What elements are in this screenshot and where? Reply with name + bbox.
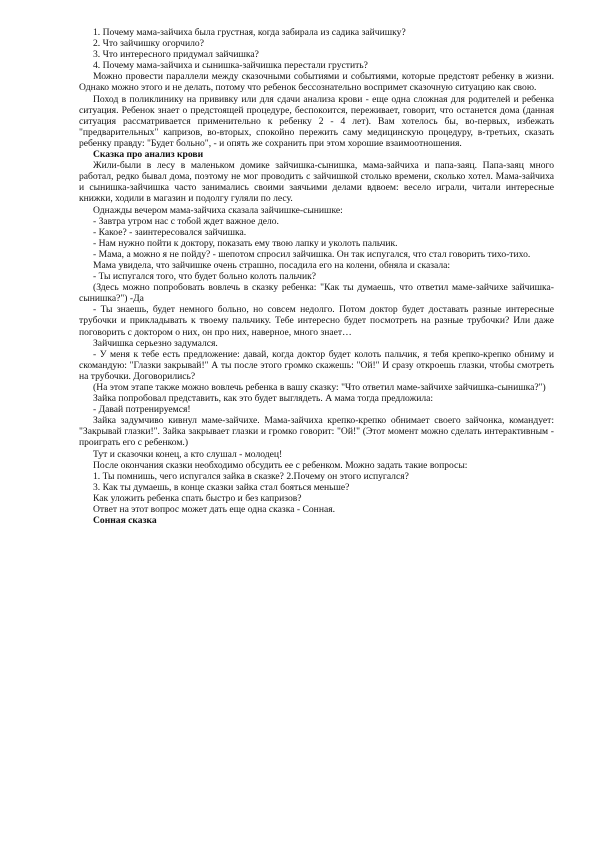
question-3: 3. Что интересного придумал зайчишка? [93, 49, 259, 61]
dialogue-line: - Ты знаешь, будет немного больно, но совсем недолго. Потом доктор будет доставать разные интересные трубочки и прикладывать к твоему пальчику. Тебе интересно будет посмотреть на разные трубочки? Или даже поговорить с доктором о них, он про них, наверное, много знает… [79, 304, 554, 338]
document-page [79, 27, 554, 526]
section-title-sleepy-tale: Сонная сказка [93, 515, 157, 527]
question-1: 1. Почему мама-зайчиха была грустная, когда забирала из садика зайчишку? [93, 27, 406, 38]
story-paragraph: Зайка попробовал представить, как это будет выглядеть. А мама тогда предложила: [93, 393, 434, 405]
story-paragraph: Однажды вечером мама-зайчиха сказала зайчишке-сынишке: [93, 204, 343, 216]
paragraph-parallels: Можно провести параллели между сказочными событиями и событиями, которые предстоят ребенку в жизни. Однако можно этого и не делать, потому что ребенок бессознательно воспримет сказочную ситуацию как свою. [79, 71, 554, 94]
dialogue-line: - Ты испугался того, что будет больно колоть пальчик? [93, 271, 317, 283]
story-paragraph: Как уложить ребенка спать быстро и без капризов? [93, 492, 302, 504]
dialogue-line: - Какое? - заинтересовался зайчишка. [93, 226, 247, 238]
question-4: 4. Почему мама-зайчиха и сынишка-зайчишка перестали грустить? [93, 60, 368, 72]
story-paragraph: Ответ на этот вопрос может дать еще одна сказка - Сонная. [93, 504, 336, 516]
story-note: (Здесь можно попробовать вовлечь в сказку ребенка: "Как ты думаешь, что ответил маме-зайчихе зайчишка-сынишка?") -Да [79, 282, 554, 305]
story-paragraph: Зайка задумчиво кивнул маме-зайчихе. Мама-зайчиха крепко-крепко обнимает своего зайчонка, командует: "Закрывай глазки!". Зайка закрывает глазки и громко говорит: "Ой!" (Этот момент можно сделать интерактивным - проиграть его с ребенком.) [79, 415, 554, 449]
story-paragraph: После окончания сказки необходимо обсудить ее с ребенком. Можно задать такие вопросы: [93, 459, 468, 471]
story-paragraph: Тут и сказочки конец, а кто слушал - молодец! [93, 448, 283, 460]
section-title-blood-test: Сказка про анализ крови [93, 149, 204, 161]
story-paragraph: Зайчишка серьезно задумался. [93, 337, 218, 349]
dialogue-line: - У меня к тебе есть предложение: давай, когда доктор будет колоть пальчик, я тебя крепко-крепко обниму и скомандую: "Глазки закрывай!" А ты после этого громко скажешь: "Ой!" И сразу откроешь глазки, чтобы смотреть на трубочки. Договорились? [79, 348, 554, 382]
dialogue-line: - Мама, а можно я не пойду? - шепотом спросил зайчишка. Он так испугался, что стал говорить тихо-тихо. [93, 248, 531, 260]
question-2: 2. Что зайчишку огорчило? [93, 38, 204, 50]
story-note: (На этом этапе также можно вовлечь ребенка в вашу сказку: "Что ответил маме-зайчихе зайчишка-сынишка?") [93, 382, 546, 393]
story-paragraph: Мама увидела, что зайчишке очень страшно, посадила его на колени, обняла и сказала: [93, 259, 451, 271]
discussion-question: 3. Как ты думаешь, в конце сказки зайка стал бояться меньше? [93, 481, 350, 493]
paragraph-clinic: Поход в поликлинику на прививку или для сдачи анализа крови - еще одна сложная для родителей и ребенка ситуация. Ребенок знает о предстоящей процедуре, беспокоится, переживает, говорит, что останется дома (данная ситуация рассматривается применительно к ребенку 2 - 4 лет). Вам хотелось бы, во-первых, избежать "предварительных" капризов, во-вторых, спокойно пережить саму медицинскую процедуру, в-третьих, сказать ребенку правду: "Будет больно", - и опять же сохранить при этом хорошие взаимоотношения. [79, 93, 554, 149]
story-paragraph: Жили-были в лесу в маленьком домике зайчишка-сынишка, мама-зайчиха и папа-заяц. Папа-заяц много работал, редко бывал дома, поэтому не мог проводить с зайчишкой столько времени, сколько хотел. Мама-зайчиха и сынишка-зайчишка часто занимались своими заячьими делами вдвоем: весело играли, читали интересные книжки, ходили в магазин и подолгу гуляли по лесу. [79, 160, 554, 205]
dialogue-line: - Нам нужно пойти к доктору, показать ему твою лапку и уколоть пальчик. [93, 237, 398, 249]
discussion-question: 1. Ты помнишь, чего испугался зайка в сказке? 2.Почему он этого испугался? [93, 470, 409, 482]
dialogue-line: - Завтра утром нас с тобой ждет важное дело. [93, 215, 279, 227]
dialogue-line: - Давай потренируемся! [93, 404, 191, 416]
